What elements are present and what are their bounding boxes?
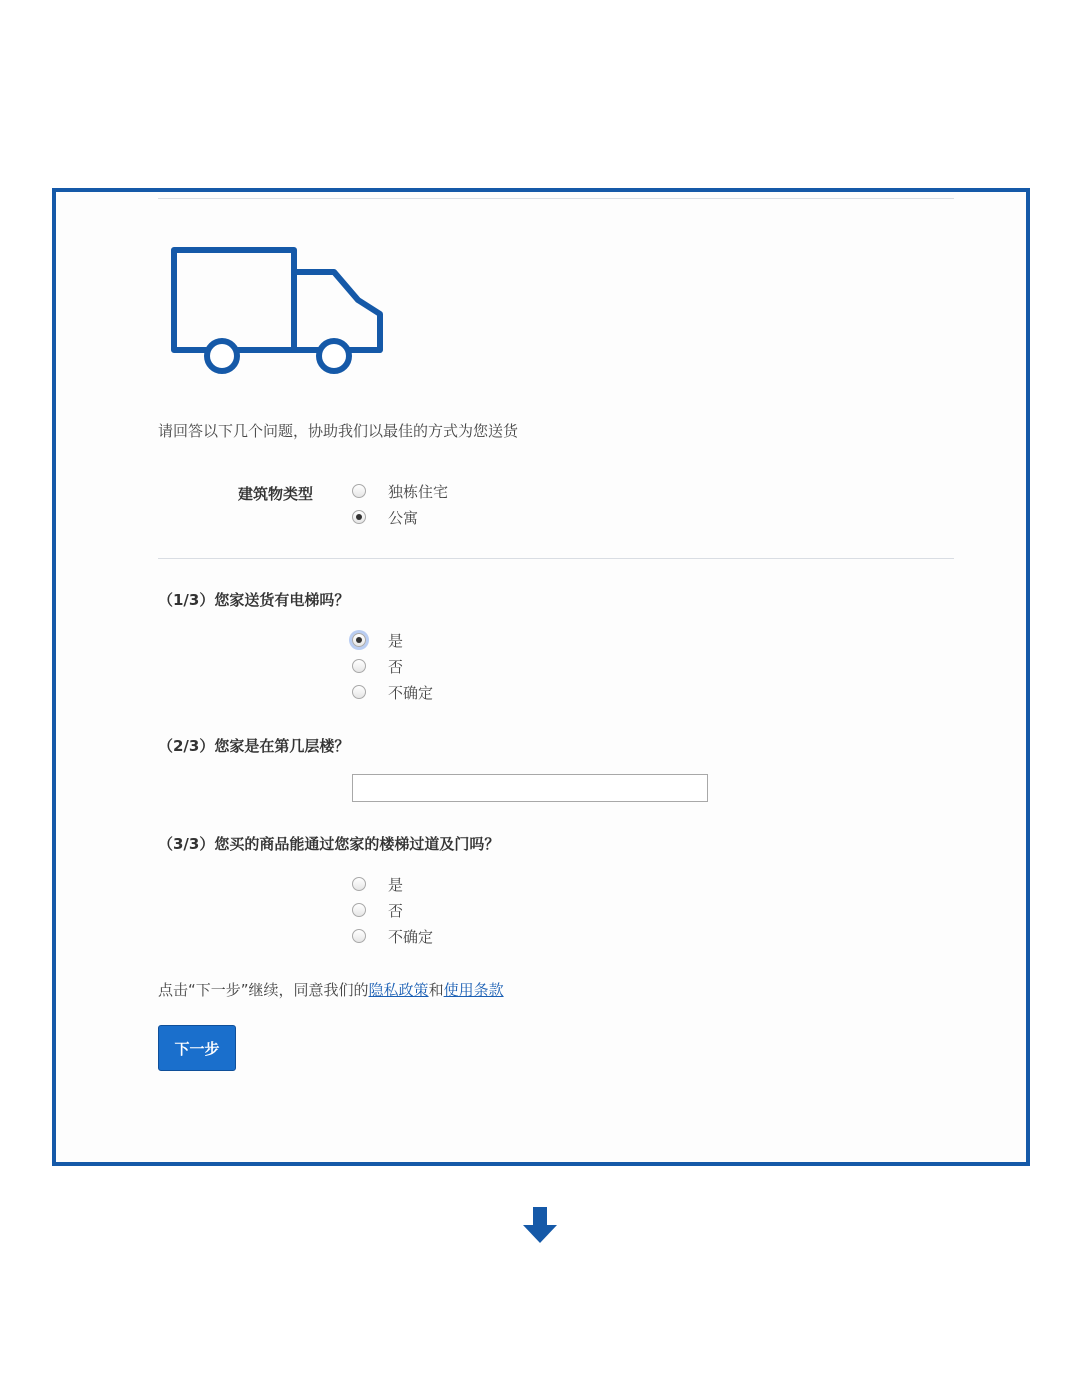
consent-conjunction: 和 [428,981,444,999]
delivery-truck-icon [168,242,384,380]
radio-button[interactable] [352,877,366,891]
privacy-policy-link[interactable]: 隐私政策 [368,981,429,999]
radio-label[interactable]: 是 [388,875,404,894]
question-access: （3/3）您买的商品能通过您家的楼梯过道及门吗？ [158,835,500,853]
building-option-apartment[interactable] [352,504,448,530]
consent-text [158,979,504,1000]
down-arrow-icon [520,1205,560,1245]
radio-label[interactable]: 否 [388,901,404,920]
elevator-option-yes[interactable] [352,627,433,653]
top-divider [158,198,954,199]
radio-label[interactable]: 不确定 [388,927,434,946]
radio-button[interactable] [352,685,366,699]
question-elevator: （1/3）您家送货有电梯吗？ [158,591,350,609]
question-floor: （2/3）您家是在第几层楼？ [158,737,350,755]
radio-label[interactable]: 否 [388,657,404,676]
radio-button-selected[interactable] [352,510,366,524]
radio-button[interactable] [352,903,366,917]
building-type-label: 建筑物类型 [238,485,314,503]
next-step-button[interactable]: 下一步 [158,1025,236,1071]
elevator-options [352,627,433,705]
terms-of-use-link[interactable]: 使用条款 [443,981,504,999]
building-type-options [352,478,448,530]
elevator-option-no[interactable] [352,653,433,679]
radio-button-selected[interactable] [352,633,366,647]
floor-number-input[interactable] [352,774,708,802]
access-option-no[interactable] [352,897,433,923]
radio-button[interactable] [352,929,366,943]
radio-label[interactable]: 不确定 [388,683,434,702]
access-option-yes[interactable] [352,871,433,897]
radio-label[interactable]: 公寓 [388,508,419,527]
building-option-house[interactable] [352,478,448,504]
radio-button[interactable] [352,659,366,673]
access-options [352,871,433,949]
section-divider [158,558,954,559]
radio-label[interactable]: 是 [388,631,404,650]
access-option-unsure[interactable] [352,923,433,949]
intro-text: 请回答以下几个问题，协助我们以最佳的方式为您送货 [158,422,519,440]
elevator-option-unsure[interactable] [352,679,433,705]
radio-label[interactable]: 独栋住宅 [388,482,449,501]
radio-button[interactable] [352,484,366,498]
delivery-questionnaire-panel [52,188,1030,1166]
consent-prefix: 点击“下一步”继续，同意我们的 [158,981,369,999]
